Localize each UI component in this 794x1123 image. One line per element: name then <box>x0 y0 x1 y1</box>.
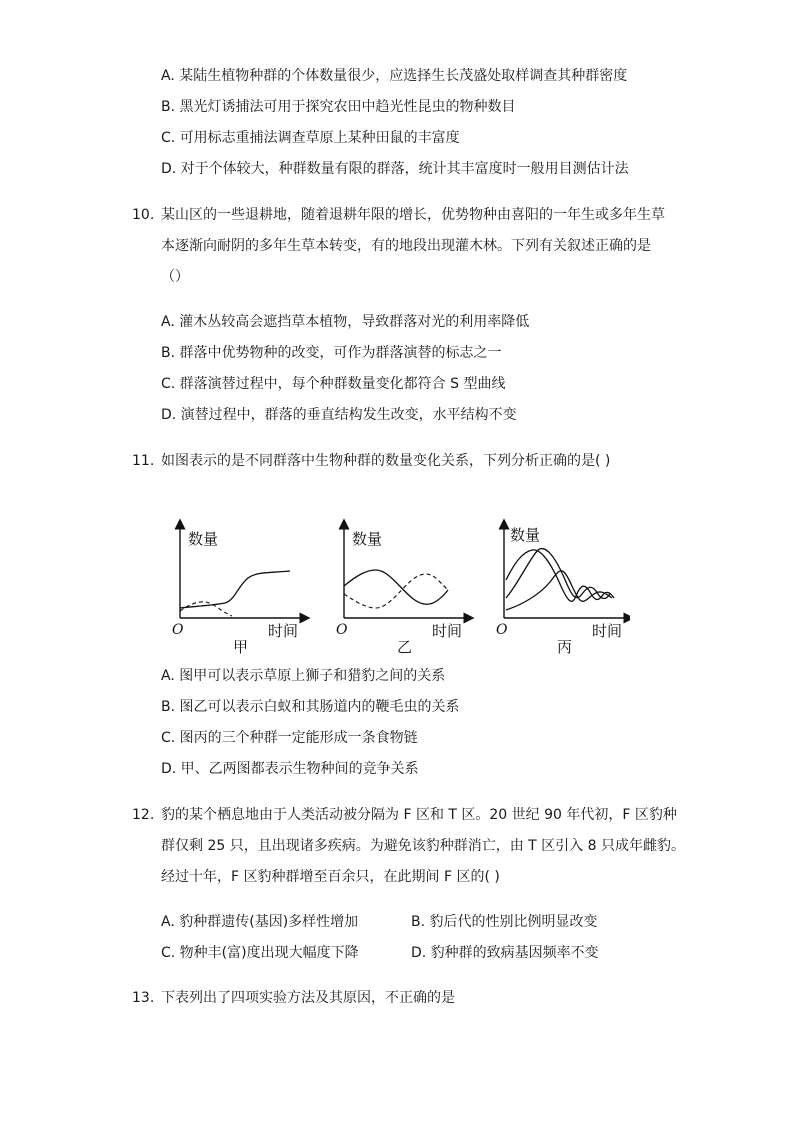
q13-stem: 下表列出了四项实验方法及其原因，不正确的是 <box>161 990 455 1006</box>
panel-caption: 甲 <box>233 638 249 656</box>
origin-label: O <box>496 622 508 638</box>
q13-number: 13. <box>132 990 155 1006</box>
q9-option-c: C. 可用标志重捕法调查草原上某种田鼠的丰富度 <box>161 130 460 146</box>
q10-number: 10. <box>132 207 155 223</box>
q9-option-d: D. 对于个体较大，种群数量有限的群落，统计其丰富度时一般用目测估计法 <box>161 161 629 177</box>
panel-bing <box>496 524 629 656</box>
q10-option-d: D. 演替过程中，群落的垂直结构发生改变，水平结构不变 <box>161 407 517 423</box>
x-axis-label: 时间 <box>432 622 463 640</box>
q12-option-c: C. 物种丰(富)度出现大幅度下降 <box>161 945 359 961</box>
q12-option-a: A. 豹种群遗传(基因)多样性增加 <box>161 914 359 930</box>
q12-number: 12. <box>132 807 155 823</box>
panel-yi <box>336 524 469 656</box>
x-axis-label: 时间 <box>592 622 623 640</box>
q10-stem-line-1: 某山区的一些退耕地，随着退耕年限的增长，优势物种由喜阳的一年生或多年生草 <box>161 207 665 223</box>
q11-option-b: B. 图乙可以表示白蚁和其肠道内的鞭毛虫的关系 <box>161 699 460 715</box>
q10-stem-line-3: （） <box>161 269 189 285</box>
q11-stem: 如图表示的是不同群落中生物种群的数量变化关系，下列分析正确的是( ) <box>161 453 611 469</box>
q10-option-a: A. 灌木丛较高会遮挡草本植物，导致群落对光的利用率降低 <box>161 314 530 330</box>
x-axis-label: 时间 <box>268 622 299 640</box>
q12-option-b: B. 豹后代的性别比例明显改变 <box>411 914 598 930</box>
q11-option-c: C. 图丙的三个种群一定能形成一条食物链 <box>161 730 418 746</box>
y-axis-label: 数量 <box>352 530 383 548</box>
origin-label: O <box>172 622 184 638</box>
panel-jia <box>172 524 305 656</box>
q12-stem-line-3: 经过十年，F 区豹种群增至百余只，在此期间 F 区的( ) <box>161 869 500 885</box>
q9-option-a: A. 某陆生植物种群的个体数量很少，应选择生长茂盛处取样调查其种群密度 <box>161 68 628 84</box>
panel-caption: 乙 <box>397 638 413 656</box>
q11-number: 11. <box>132 453 155 469</box>
q11-figure <box>160 518 630 663</box>
q10-option-b: B. 群落中优势物种的改变，可作为群落演替的标志之一 <box>161 345 502 361</box>
q12-option-d: D. 豹种群的致病基因频率不变 <box>411 945 599 961</box>
q10-option-c: C. 群落演替过程中，每个种群数量变化都符合 S 型曲线 <box>161 376 506 392</box>
y-axis-label: 数量 <box>510 526 541 544</box>
q10-stem-line-2: 本逐渐向耐阴的多年生草本转变，有的地段出现灌木林。下列有关叙述正确的是 <box>161 238 651 254</box>
panel-caption: 丙 <box>557 638 573 656</box>
q11-option-a: A. 图甲可以表示草原上狮子和猎豹之间的关系 <box>161 668 446 684</box>
origin-label: O <box>336 622 348 638</box>
q12-stem-line-2: 群仅剩 25 只，且出现诸多疾病。为避免该豹种群消亡，由 T 区引入 8 只成年雌豹。 <box>161 838 685 854</box>
y-axis-label: 数量 <box>188 530 219 548</box>
q9-option-b: B. 黑光灯诱捕法可用于探究农田中趋光性昆虫的物种数目 <box>161 99 516 115</box>
q11-option-d: D. 甲、乙两图都表示生物种间的竞争关系 <box>161 761 419 777</box>
q12-stem-line-1: 豹的某个栖息地由于人类活动被分隔为 F 区和 T 区。20 世纪 90 年代初，F 区豹种 <box>161 807 677 823</box>
